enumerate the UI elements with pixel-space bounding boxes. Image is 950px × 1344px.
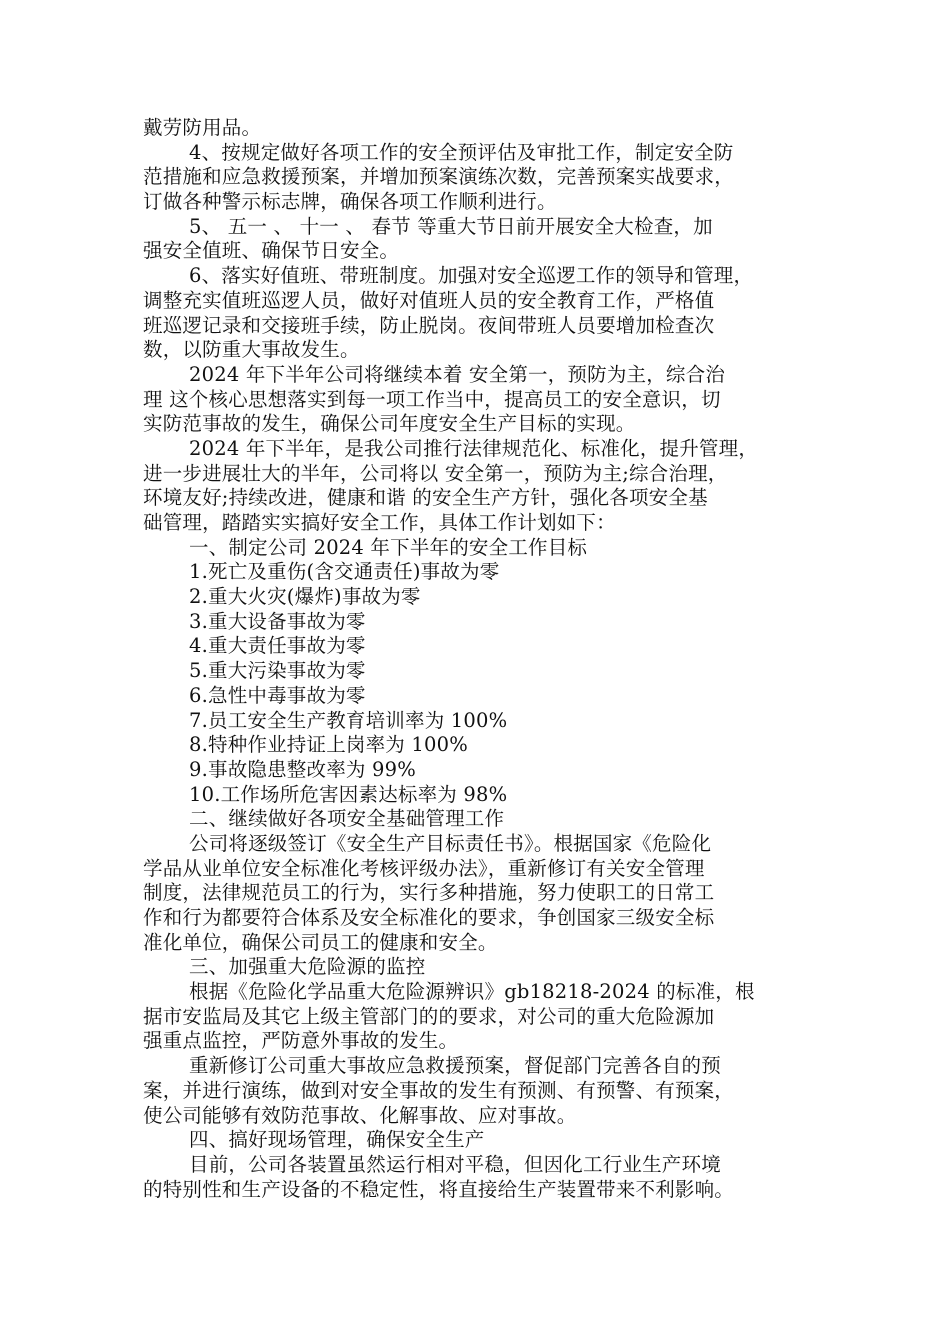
text-line: 2024 年下半年公司将继续本着 安全第一，预防为主，综合治 xyxy=(189,362,726,386)
text-line: 准化单位，确保公司员工的健康和安全。 xyxy=(143,930,498,954)
section-heading: 三、加强重大危险源的监控 xyxy=(189,955,426,979)
section-heading: 二、继续做好各项安全基础管理工作 xyxy=(189,807,505,831)
text-line: 范措施和应急救援预案，并增加预案演练次数，完善预案实战要求， xyxy=(143,165,735,189)
text-line: 案，并进行演练，做到对安全事故的发生有预测、有预警、有预案， xyxy=(143,1078,735,1102)
section-heading: 四、搞好现场管理，确保安全生产 xyxy=(189,1128,485,1152)
text-line: 学品从业单位安全标准化考核评级办法》，重新修订有关安全管理 xyxy=(143,856,705,880)
text-line: 作和行为都要符合体系及安全标准化的要求，争创国家三级安全标 xyxy=(143,906,715,929)
text-line: 4、按规定做好各项工作的安全预评估及审批工作，制定安全防 xyxy=(189,140,734,164)
list-item: 3.重大设备事故为零 xyxy=(189,609,366,633)
text-line: 使公司能够有效防范事故、化解事故、应对事故。 xyxy=(143,1103,577,1127)
text-line: 础管理，踏踏实实搞好安全工作，具体工作计划如下： xyxy=(143,511,616,534)
text-line: 6、落实好值班、带班制度。加强对安全巡逻工作的领导和管理， xyxy=(189,264,754,288)
text-line: 理 这个核心思想落实到每一项工作当中，提高员工的安全意识，切 xyxy=(143,387,721,411)
text-line: 强重点监控，严防意外事故的发生。 xyxy=(143,1029,459,1053)
text-line: 据市安监局及其它上级主管部门的的要求，对公司的重大危险源加 xyxy=(143,1004,715,1028)
list-item: 4.重大责任事故为零 xyxy=(189,634,366,658)
text-line: 数，以防重大事故发生。 xyxy=(143,338,360,362)
text-line: 的特别性和生产设备的不稳定性，将直接给生产装置带来不利影响。 xyxy=(143,1177,735,1201)
text-line: 环境友好;持续改进，健康和谐 的安全生产方针，强化各项安全基 xyxy=(143,486,708,510)
text-line: 班巡逻记录和交接班手续，防止脱岗。夜间带班人员要增加检查次 xyxy=(143,313,715,337)
text-line: 公司将逐级签订《安全生产目标责任书》。根据国家《危险化 xyxy=(189,831,712,855)
text-line: 根据《危险化学品重大危险源辨识》gb18218-2024 的标准，根 xyxy=(189,980,755,1004)
document-body xyxy=(143,116,823,1202)
list-item: 8.特种作业持证上岗率为 100% xyxy=(189,733,468,757)
text-line: 目前，公司各装置虽然运行相对平稳，但因化工行业生产环境 xyxy=(189,1152,721,1176)
text-line: 实防范事故的发生，确保公司年度安全生产目标的实现。 xyxy=(143,412,636,436)
list-item: 2.重大火灾(爆炸)事故为零 xyxy=(189,585,421,609)
section-heading: 一、制定公司 2024 年下半年的安全工作目标 xyxy=(189,535,588,559)
text-line: 强安全值班、确保节日安全。 xyxy=(143,239,400,263)
text-line: 进一步进展壮大的半年，公司将以 安全第一，预防为主;综合治理， xyxy=(143,461,728,485)
text-line: 重新修订公司重大事故应急救援预案，督促部门完善各自的预 xyxy=(189,1054,721,1078)
list-item: 6.急性中毒事故为零 xyxy=(189,683,366,707)
text-line: 2024 年下半年，是我公司推行法律规范化、标准化，提升管理， xyxy=(189,436,759,460)
list-item: 10.工作场所危害因素达标率为 98% xyxy=(189,782,508,806)
text-line: 调整充实值班巡逻人员，做好对值班人员的安全教育工作，严格值 xyxy=(143,288,715,312)
list-item: 7.员工安全生产教育培训率为 100% xyxy=(189,708,508,732)
text-line: 5、 五一 、 十一 、 春节 等重大节日前开展安全大检查，加 xyxy=(189,214,713,238)
list-item: 1.死亡及重伤(含交通责任)事故为零 xyxy=(189,560,500,584)
text-line: 制度，法律规范员工的行为，实行多种措施，努力使职工的日常工 xyxy=(143,881,715,905)
text-line: 戴劳防用品。 xyxy=(143,116,262,139)
list-item: 9.事故隐患整改率为 99% xyxy=(189,757,416,781)
list-item: 5.重大污染事故为零 xyxy=(189,659,366,683)
text-line: 订做各种警示标志牌，确保各项工作顺利进行。 xyxy=(143,190,557,214)
